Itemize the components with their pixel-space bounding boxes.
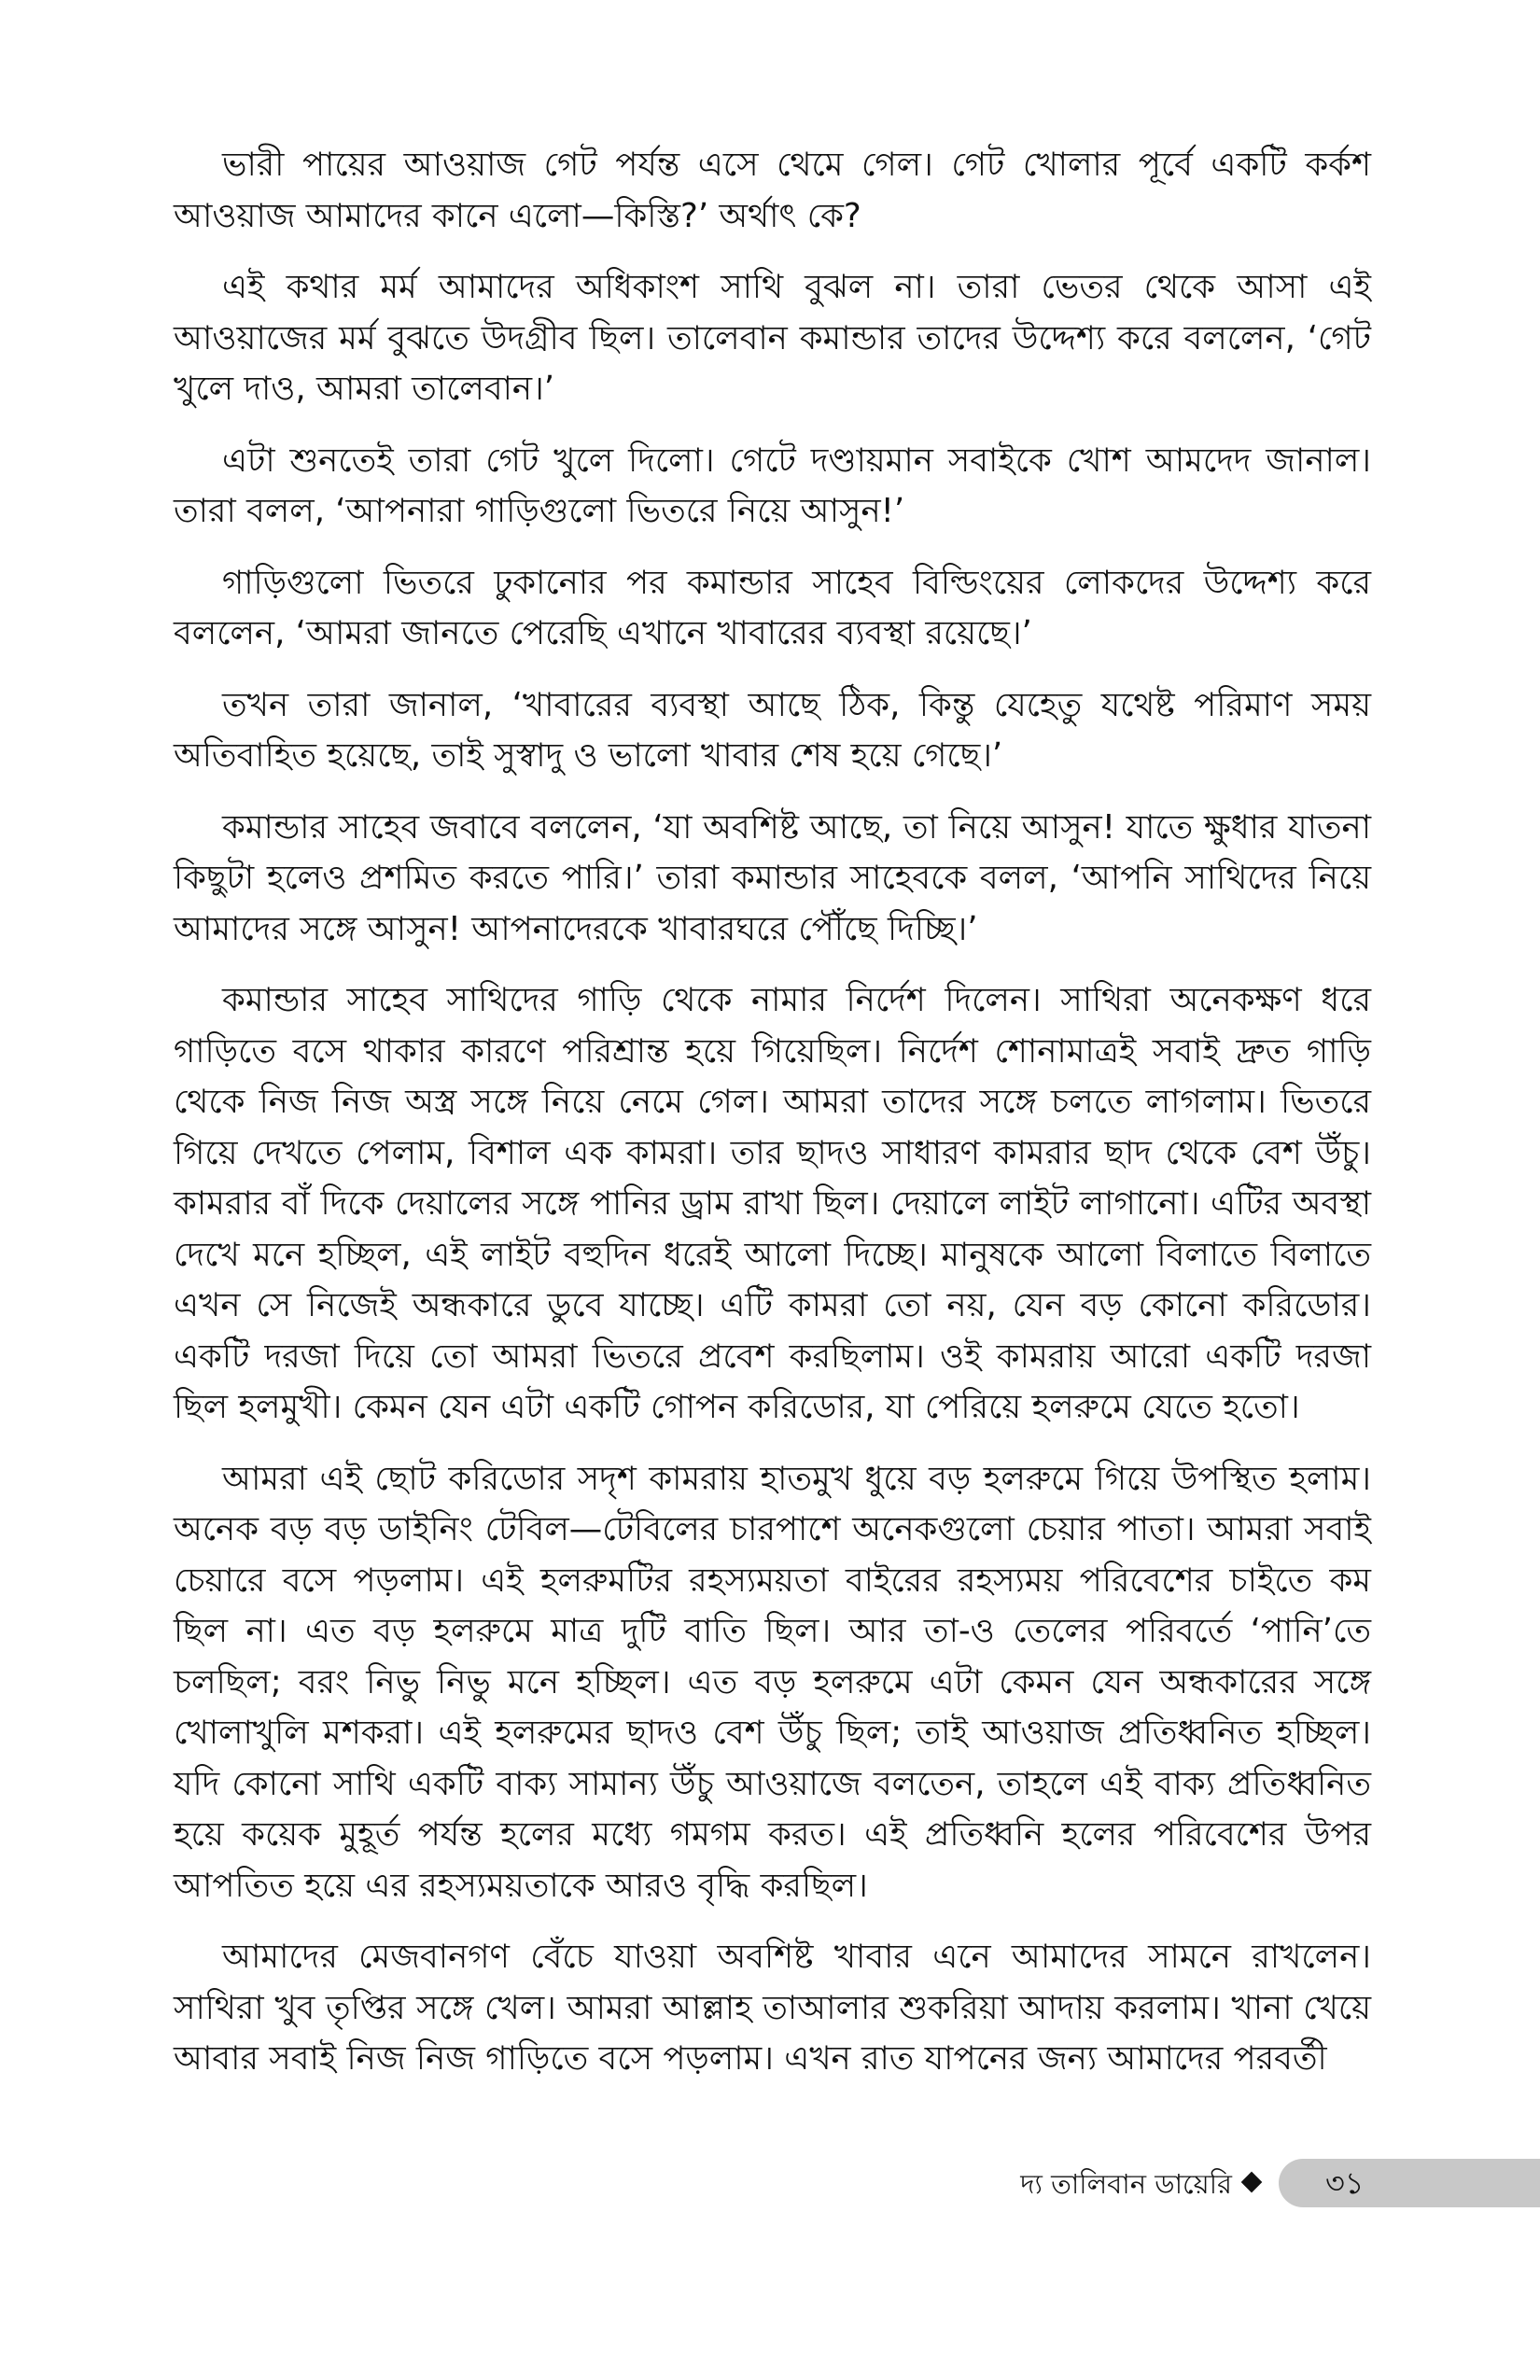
running-footer [0,2156,1540,2212]
paragraph-5: তখন তারা জানাল, ‘খাবারের ব্যবস্থা আছে ঠিক, কিন্তু যেহেতু যথেষ্ট পরিমাণ সময় অতিবাহিত হয়েছে, তাই সুস্বাদু ও ভালো খাবার শেষ হয়ে গেছে।’ [174,685,1371,775]
paragraph-8: আমরা এই ছোট করিডোর সদৃশ কামরায় হাতমুখ ধুয়ে বড় হলরুমে গিয়ে উপস্থিত হলাম। অনেক বড় বড় ডাইনিং টেবিল—টেবিলের চারপাশে অনেকগুলো চেয়ার পাতা। আমরা সবাই চেয়ারে বসে পড়লাম। এই হলরুমটির রহস্যময়তা বাইরের রহস্যময় পরিবেশের চাইতে কম ছিল না। এত বড় হলরুমে মাত্র দুটি বাতি ছিল। আর তা-ও তেলের পরিবর্তে ‘পানি’তে চলছিল; বরং নিভু নিভু মনে হচ্ছিল। এত বড় হলরুমে এটা কেমন যেন অন্ধকারের সঙ্গে খোলাখুলি মশকরা। এই হলরুমের ছাদও বেশ উঁচু ছিল; তাই আওয়াজ প্রতিধ্বনিত হচ্ছিল। যদি কোনো সাথি একটি বাক্য সামান্য উঁচু আওয়াজে বলতেন, তাহলে এই বাক্য প্রতিধ্বনিত হয়ে কয়েক মুহূর্ত পর্যন্ত হলের মধ্যে গমগম করত। এই প্রতিধ্বনি হলের পরিবেশের উপর আপতিত হয়ে এর রহস্যময়তাকে আরও বৃদ্ধি করছিল। [174,1459,1371,1905]
page-body [174,140,1371,2106]
paragraph-1: ভারী পায়ের আওয়াজ গেট পর্যন্ত এসে থেমে গেল। গেট খোলার পূর্বে একটি কর্কশ আওয়াজ আমাদের কানে এলো—কিস্তি?’ অর্থাৎ কে? [174,146,1371,235]
book-title: দ্য তালিবান ডায়েরি [1020,2168,1232,2200]
page-number: ৩১ [1325,2165,1365,2201]
paragraph-7: কমান্ডার সাহেব সাথিদের গাড়ি থেকে নামার নির্দেশ দিলেন। সাথিরা অনেকক্ষণ ধরে গাড়িতে বসে থাকার কারণে পরিশ্রান্ত হয়ে গিয়েছিল। নির্দেশ শোনামাত্রই সবাই দ্রুত গাড়ি থেকে নিজ নিজ অস্ত্র সঙ্গে নিয়ে নেমে গেল। আমরা তাদের সঙ্গে চলতে লাগলাম। ভিতরে গিয়ে দেখতে পেলাম, বিশাল এক কামরা। তার ছাদও সাধারণ কামরার ছাদ থেকে বেশ উঁচু। কামরার বাঁ দিকে দেয়ালের সঙ্গে পানির ড্রাম রাখা ছিল। দেয়ালে লাইট লাগানো। এটির অবস্থা দেখে মনে হচ্ছিল, এই লাইট বহুদিন ধরেই আলো দিচ্ছে। মানুষকে আলো বিলাতে বিলাতে এখন সে নিজেই অন্ধকারে ডুবে যাচ্ছে। এটি কামরা তো নয়, যেন বড় কোনো করিডোর। একটি দরজা দিয়ে তো আমরা ভিতরে প্রবেশ করছিলাম। ওই কামরায় আরো একটি দরজা ছিল হলমুখী। কেমন যেন এটা একটি গোপন করিডোর, যা পেরিয়ে হলরুমে যেতে হতো। [174,981,1371,1426]
paragraph-3: এটা শুনতেই তারা গেট খুলে দিলো। গেটে দণ্ডায়মান সবাইকে খোশ আমদেদ জানাল। তারা বলল, ‘আপনারা গাড়িগুলো ভিতরে নিয়ে আসুন!’ [174,441,1371,530]
diamond-bullet-icon [1241,2172,1263,2193]
paragraph-9: আমাদের মেজবানগণ বেঁচে যাওয়া অবশিষ্ট খাবার এনে আমাদের সামনে রাখলেন। সাথিরা খুব তৃপ্তির সঙ্গে খেল। আমরা আল্লাহ তাআলার শুকরিয়া আদায় করলাম। খানা খেয়ে আবার সবাই নিজ নিজ গাড়িতে বসে পড়লাম। এখন রাত যাপনের জন্য আমাদের পরবর্তী [174,1938,1371,2078]
paragraph-4: গাড়িগুলো ভিতরে ঢুকানোর পর কমান্ডার সাহেব বিল্ডিংয়ের লোকদের উদ্দেশ্য করে বললেন, ‘আমরা জানতে পেরেছি এখানে খাবারের ব্যবস্থা রয়েছে।’ [174,563,1371,652]
page-number-tab [1279,2159,1540,2207]
paragraph-2: এই কথার মর্ম আমাদের অধিকাংশ সাথি বুঝল না। তারা ভেতর থেকে আসা এই আওয়াজের মর্ম বুঝতে উদগ্রীব ছিল। তালেবান কমান্ডার তাদের উদ্দেশ্য করে বললেন, ‘গেট খুলে দাও, আমরা তালেবান।’ [174,268,1371,408]
paragraph-6: কমান্ডার সাহেব জবাবে বললেন, ‘যা অবশিষ্ট আছে, তা নিয়ে আসুন! যাতে ক্ষুধার যাতনা কিছুটা হলেও প্রশমিত করতে পারি।’ তারা কমান্ডার সাহেবকে বলল, ‘আপনি সাথিদের নিয়ে আমাদের সঙ্গে আসুন! আপনাদেরকে খাবারঘরে পৌঁছে দিচ্ছি।’ [174,807,1371,948]
